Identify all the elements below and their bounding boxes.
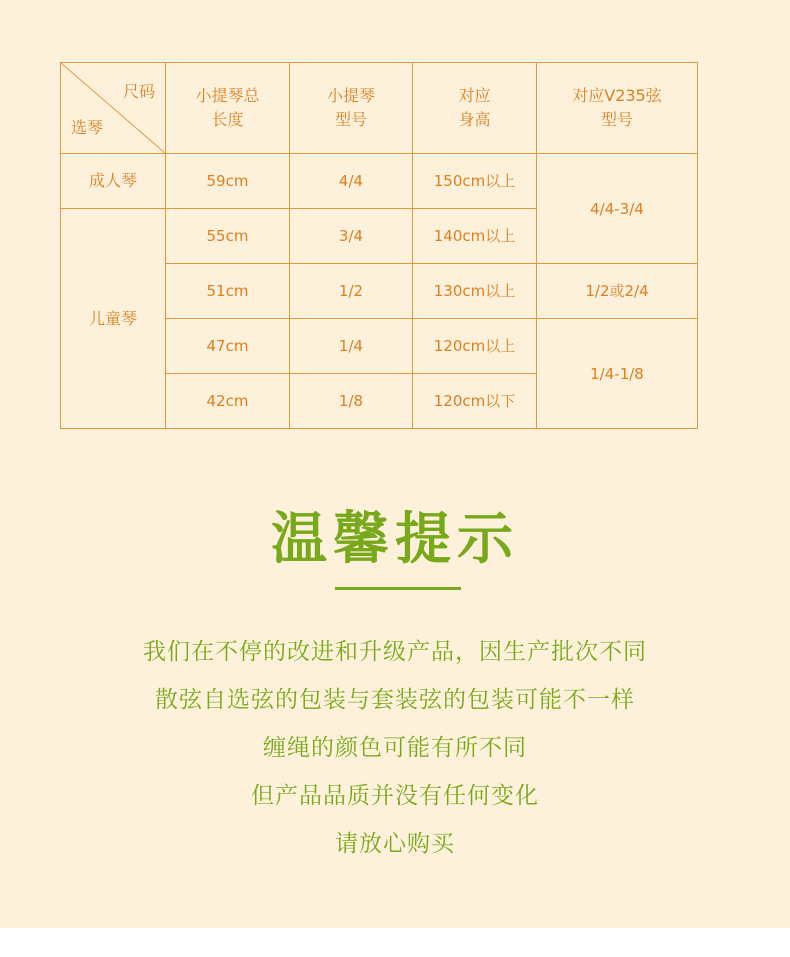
cell-model: 1/8 [290, 374, 413, 429]
table-header-row [61, 63, 698, 154]
row-label-child: 儿童琴 [61, 209, 166, 429]
tip-line: 我们在不停的改进和升级产品，因生产批次不同 [143, 639, 647, 665]
diagonal-line [61, 63, 165, 153]
size-table [60, 62, 698, 429]
cell-length: 55cm [166, 209, 290, 264]
title-underline [335, 587, 461, 590]
row-label-adult: 成人琴 [61, 154, 166, 209]
cell-model: 1/2 [290, 264, 413, 319]
corner-header-cell [61, 63, 166, 154]
header-height: 对应 身高 [413, 63, 537, 154]
tip-line: 缠绳的颜色可能有所不同 [263, 735, 527, 761]
cell-model: 3/4 [290, 209, 413, 264]
table-row [61, 154, 698, 209]
cell-height: 120cm以上 [413, 319, 537, 374]
cell-length: 59cm [166, 154, 290, 209]
tip-line: 散弦自选弦的包装与套装弦的包装可能不一样 [155, 687, 635, 713]
cell-model: 4/4 [290, 154, 413, 209]
corner-select-label: 选琴 [71, 118, 104, 137]
cell-length: 47cm [166, 319, 290, 374]
corner-size-label: 尺码 [122, 82, 155, 101]
cell-height: 140cm以上 [413, 209, 537, 264]
tip-line: 但产品品质并没有任何变化 [251, 783, 539, 809]
cell-height: 130cm以上 [413, 264, 537, 319]
cell-height: 150cm以上 [413, 154, 537, 209]
cell-strings: 1/2或2/4 [537, 264, 698, 319]
cell-strings: 1/4-1/8 [537, 319, 698, 429]
header-string-model: 对应V235弦 型号 [537, 63, 698, 154]
cell-length: 42cm [166, 374, 290, 429]
header-total-length: 小提琴总 长度 [166, 63, 290, 154]
cell-height: 120cm以下 [413, 374, 537, 429]
header-model: 小提琴 型号 [290, 63, 413, 154]
cell-strings: 4/4-3/4 [537, 154, 698, 264]
tip-line: 请放心购买 [335, 831, 455, 857]
cell-model: 1/4 [290, 319, 413, 374]
tips-title: 温馨提示 [271, 507, 519, 572]
cell-length: 51cm [166, 264, 290, 319]
tips-text [0, 628, 790, 868]
